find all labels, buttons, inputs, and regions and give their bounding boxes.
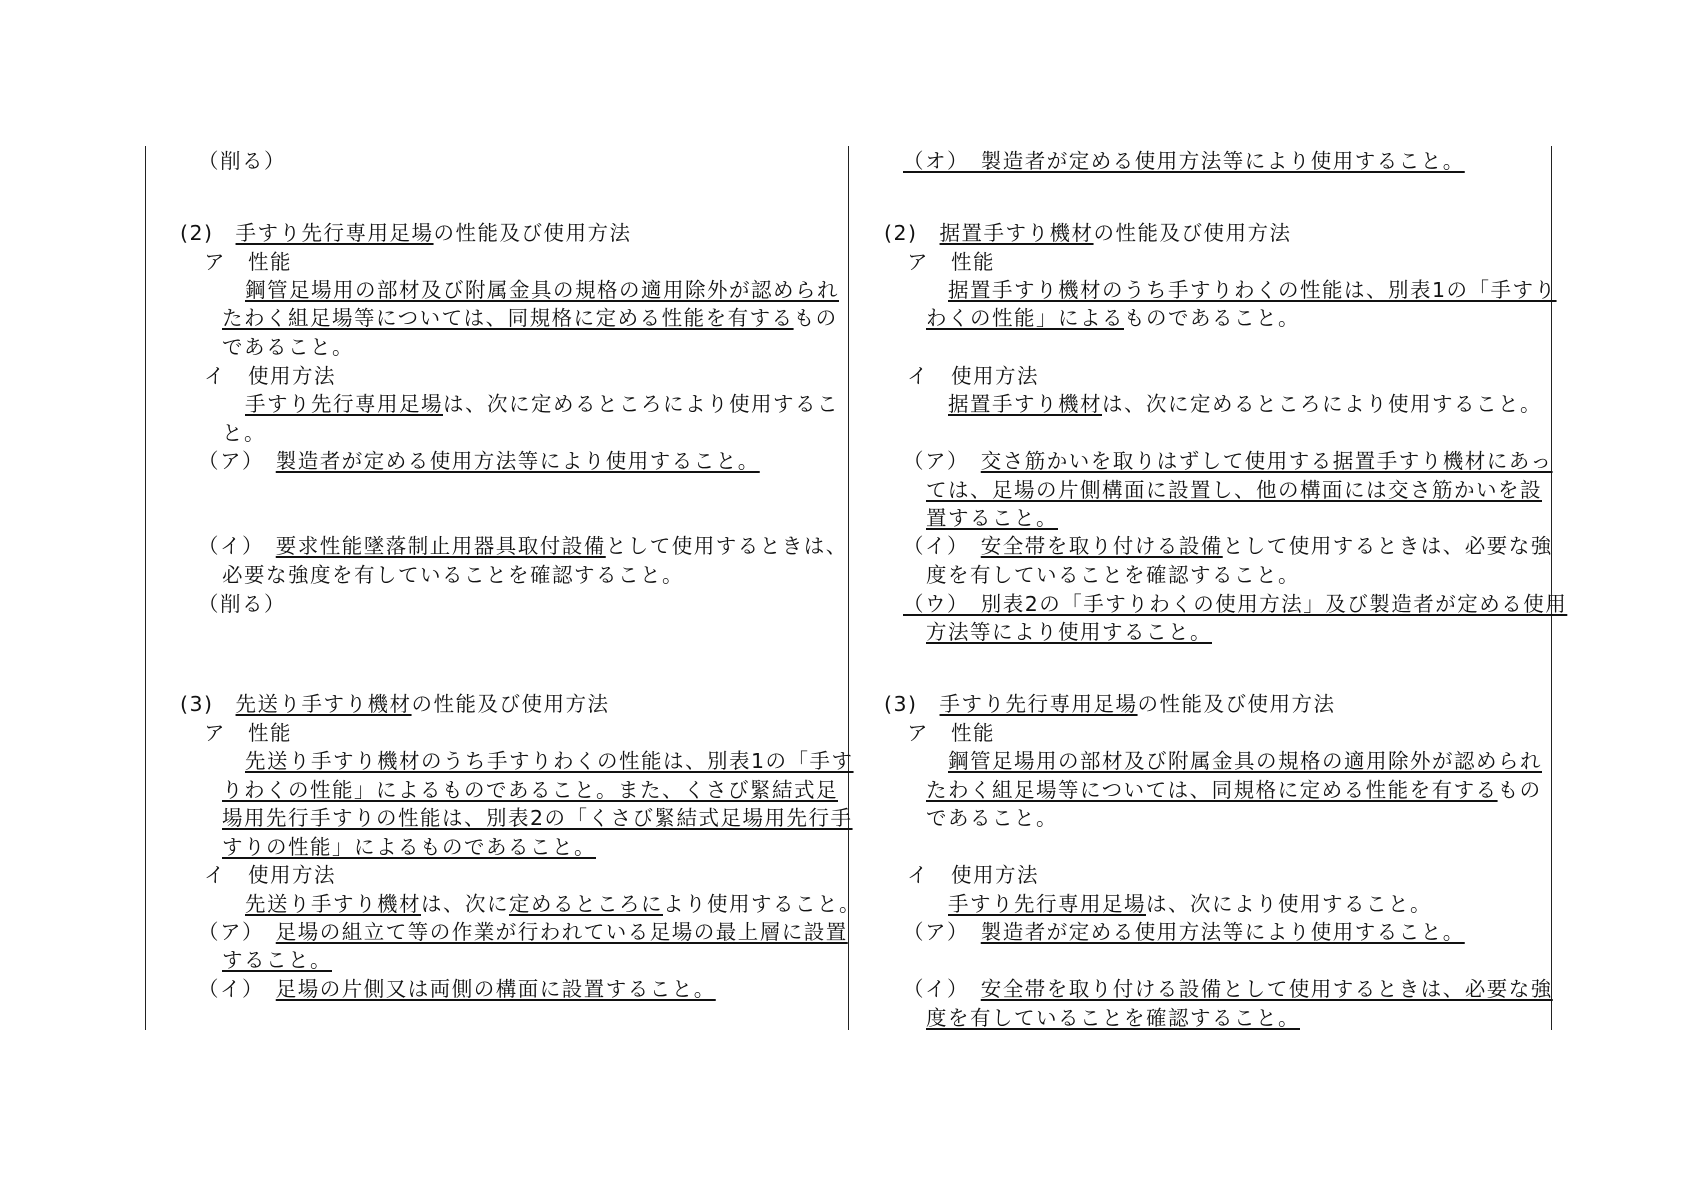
list-marker: （ア） [903,920,959,944]
list-marker: （イ） [198,977,254,1001]
underlined-text: たわく組足場等については、同規格に定める性能を有する [222,306,794,330]
underlined-text: 要求性能墜落制止用器具取付設備 [275,534,606,558]
paragraph-line [926,304,1300,332]
paragraph-line [948,390,1542,418]
list-item [198,532,848,560]
subsection-label: イ 使用方法 [907,863,1039,887]
section-title: の性能及び使用方法 [433,221,632,245]
paragraph-line: であること。 [926,806,1058,830]
underlined-text: たわく組足場等については、同規格に定める性能を有する [926,778,1498,802]
underlined-text: 足場の片側又は両側の構面に設置すること。 [275,977,716,1001]
paragraph-line: であること。 [222,335,354,359]
paragraph-line [245,890,861,918]
plain-text: より使用すること。 [663,892,861,916]
section-heading [180,219,632,247]
paragraph-line: ては、足場の片側構面に設置し、他の構面には交さ筋かいを設 [926,478,1542,502]
plain-text: として使用するときは、必要な強 [1222,534,1553,558]
paragraph-line [926,776,1542,804]
paragraph-line: 先送り手すり機材のうち手すりわくの性能は、別表1の「手す [245,749,854,773]
section-number: (2) [180,221,214,245]
list-item [903,975,1553,1003]
paragraph-line: 度を有していることを確認すること。 [926,563,1300,587]
paragraph-line [222,304,838,332]
underlined-text: 製造者が定める使用方法等により使用すること。 [980,920,1465,944]
list-marker: （イ） [903,977,959,1001]
list-item [903,447,1553,475]
underlined-text: 手すり先行専用足場 [948,892,1146,916]
subsection-label: ア 性能 [907,250,995,274]
list-marker: （イ） [903,534,959,558]
section-title-underlined: 手すり先行専用足場 [939,692,1138,716]
list-item [198,447,760,475]
underlined-text: 据置手すり機材 [948,392,1102,416]
list-item: （ウ） 別表2の「手すりわくの使用方法」及び製造者が定める使用 [903,592,1568,616]
paragraph-line: 必要な強度を有していることを確認すること。 [222,563,684,587]
plain-text: もの [793,306,838,330]
list-item [903,532,1553,560]
list-item [198,918,848,946]
paragraph-line: すること。 [222,948,332,972]
left-column-border [145,146,146,1030]
list-item [198,975,716,1003]
section-title-underlined: 手すり先行専用足場 [235,221,434,245]
paragraph-line: 置すること。 [926,506,1058,530]
list-item [903,918,1465,946]
underlined-text: 手すり先行専用足場 [245,392,443,416]
paragraph-line [948,890,1432,918]
paragraph-line: 場用先行手すりの性能は、別表2の「くさび緊結式足場用先行手 [222,806,853,830]
plain-text: として使用するときは、 [605,534,848,558]
plain-text: は、次に [421,892,509,916]
paragraph-line: 鋼管足場用の部材及び附属金具の規格の適用除外が認められ [245,278,839,302]
list-item: （オ） 製造者が定める使用方法等により使用すること。 [903,149,1465,173]
list-marker: （ア） [903,449,959,473]
plain-text: は、次により使用すること。 [1146,892,1432,916]
subsection-label: イ 使用方法 [204,364,336,388]
subsection-label: ア 性能 [204,250,292,274]
subsection-label: イ 使用方法 [204,863,336,887]
section-title-underlined: 据置手すり機材 [939,221,1094,245]
plain-text: ものであること。 [1124,306,1300,330]
underlined-text: 定めるところに [509,892,663,916]
paragraph-line: 方法等により使用すること。 [926,620,1212,644]
paragraph-line: 据置手すり機材のうち手すりわくの性能は、別表1の「手すり [948,278,1557,302]
subsection-label: ア 性能 [204,721,292,745]
underlined-text: 交さ筋かいを取りはずして使用する据置手すり機材にあっ [980,449,1553,473]
section-number: (2) [884,221,918,245]
subsection-label: イ 使用方法 [907,364,1039,388]
section-heading [180,690,610,718]
underlined-text: 安全帯を取り付ける設備 [980,534,1223,558]
list-marker: （ア） [198,920,254,944]
underlined-text: 安全帯を取り付ける設備として使用するときは、必要な強 [980,977,1553,1001]
removed-note: （削る） [198,592,286,616]
paragraph-line: と。 [222,421,266,445]
section-title-underlined: 先送り手すり機材 [235,692,412,716]
paragraph-line: 度を有していることを確認すること。 [926,1006,1300,1030]
plain-text: は、次に定めるところにより使用するこ [443,392,839,416]
section-number: (3) [180,692,214,716]
paragraph-line [245,390,839,418]
removed-note: （削る） [198,149,286,173]
subsection-label: ア 性能 [907,721,995,745]
paragraph-line: すりの性能」によるものであること。 [222,835,596,859]
list-marker: （ア） [198,449,254,473]
underlined-text: 製造者が定める使用方法等により使用すること。 [275,449,760,473]
section-heading [884,690,1336,718]
underlined-text: 足場の組立て等の作業が行われている足場の最上層に設置 [275,920,848,944]
underlined-text: 先送り手すり機材 [245,892,421,916]
section-title: の性能及び使用方法 [1137,692,1336,716]
section-title: の性能及び使用方法 [411,692,610,716]
list-marker: （イ） [198,534,254,558]
section-heading [884,219,1292,247]
paragraph-line: 鋼管足場用の部材及び附属金具の規格の適用除外が認められ [948,749,1542,773]
plain-text: は、次に定めるところにより使用すること。 [1102,392,1542,416]
underlined-text: わくの性能」による [926,306,1124,330]
plain-text: もの [1497,778,1542,802]
paragraph-line: りわくの性能」によるものであること。また、くさび緊結式足 [222,778,838,802]
section-number: (3) [884,692,918,716]
section-title: の性能及び使用方法 [1093,221,1292,245]
